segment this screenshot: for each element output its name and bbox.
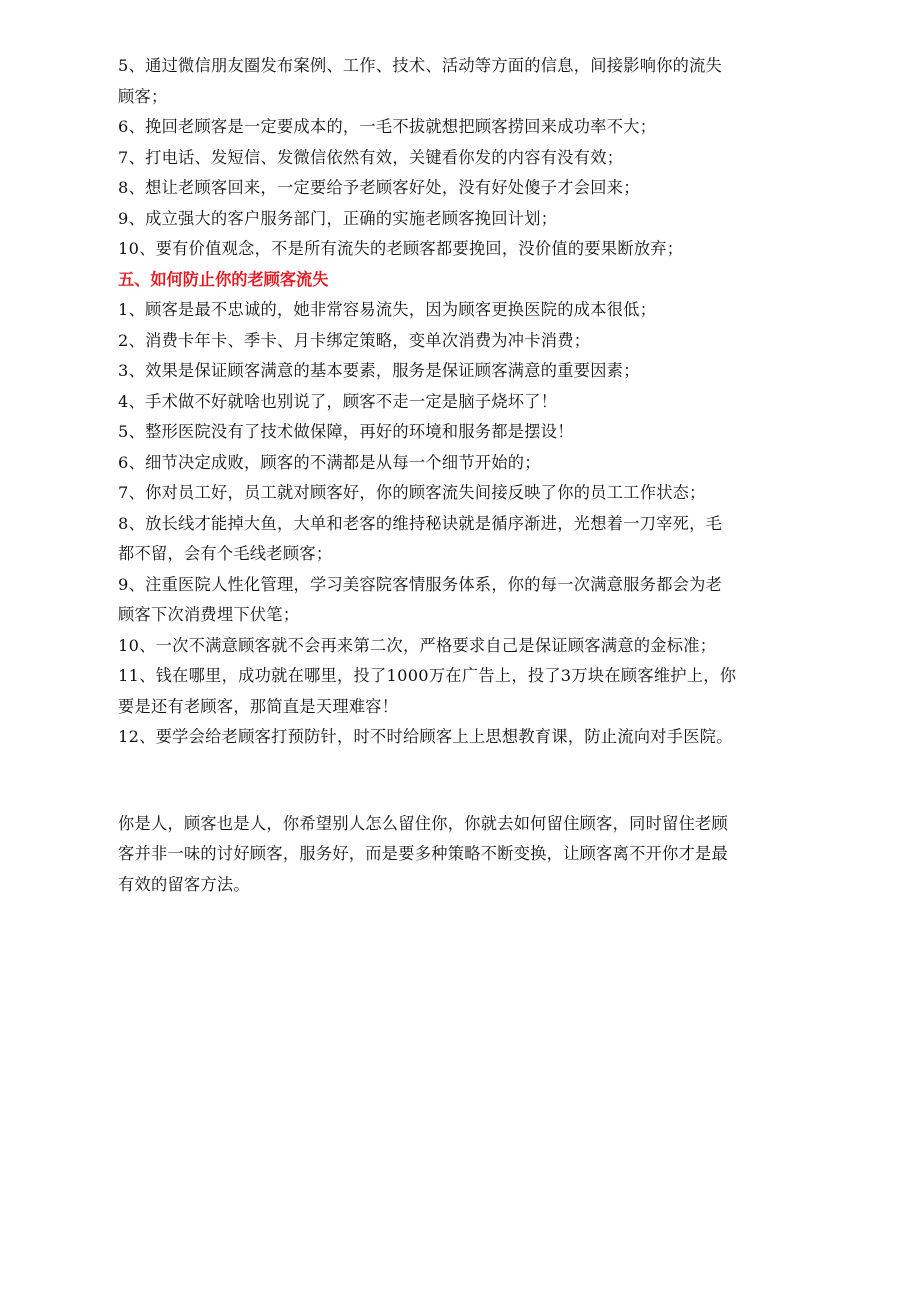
list-item	[118, 295, 808, 326]
list-item-line: 8、想让老顾客回来，一定要给予老顾客好处，没有好处傻子才会回来；	[118, 178, 640, 197]
list-item	[118, 570, 808, 631]
document-page	[118, 51, 808, 900]
list-item	[118, 173, 808, 204]
list-item	[118, 478, 808, 509]
list-item-line: 12、要学会给老顾客打预防针，时不时给顾客上上思想教育课，防止流向对手医院。	[118, 727, 733, 746]
list-item	[118, 234, 808, 265]
list-item-line: 9、成立强大的客户服务部门，正确的实施老顾客挽回计划；	[118, 208, 558, 228]
closing-line: 你是人，顾客也是人，你希望别人怎么留住你，你就去如何留住顾客，同时留住老顾	[118, 813, 729, 833]
list-item-line: 5、通过微信朋友圈发布案例、工作、技术、活动等方面的信息，间接影响你的流失	[118, 56, 723, 75]
list-item-line: 顾客；	[118, 86, 168, 106]
closing-line: 客并非一味的讨好顾客，服务好，而是要多种策略不断变换，让顾客离不开你才是最	[118, 844, 729, 863]
closing-paragraph	[118, 809, 808, 901]
list-item-line: 2、消费卡年卡、季卡、月卡绑定策略，变单次消费为冲卡消费；	[118, 330, 591, 350]
list-item-line: 3、效果是保证顾客满意的基本要素，服务是保证顾客满意的重要因素；	[118, 361, 640, 380]
list-item-line: 1、顾客是最不忠诚的，她非常容易流失，因为顾客更换医院的成本很低；	[118, 300, 657, 319]
list-item-line: 4、手术做不好就啥也别说了，顾客不走一定是脑子烧坏了！	[118, 391, 558, 411]
list-item-line: 顾客下次消费埋下伏笔；	[118, 605, 300, 624]
section5-list	[118, 295, 808, 753]
list-item	[118, 51, 808, 112]
list-item-line: 7、打电话、发短信、发微信依然有效，关键看你发的内容有没有效；	[118, 147, 624, 167]
list-item-line: 6、挽回老顾客是一定要成本的，一毛不拔就想把顾客捞回来成功率不大；	[118, 117, 657, 136]
closing-line: 有效的留客方法。	[118, 874, 250, 894]
list-item	[118, 661, 808, 722]
list-item-line: 要是还有老顾客，那简直是天理难容！	[118, 696, 399, 716]
list-item-line: 11、钱在哪里，成功就在哪里，投了1000万在广告上，投了3万块在顾客维护上，你	[118, 666, 737, 685]
list-item	[118, 204, 808, 235]
list-item-line: 10、一次不满意顾客就不会再来第二次，严格要求自己是保证顾客满意的金标准；	[118, 635, 717, 655]
list-item-line: 5、整形医院没有了技术做保障，再好的环境和服务都是摆设！	[118, 422, 574, 441]
list-item	[118, 509, 808, 570]
list-item-line: 10、要有价值观念，不是所有流失的老顾客都要挽回，没价值的要果断放弃；	[118, 239, 684, 258]
section4-list	[118, 51, 808, 265]
list-item	[118, 387, 808, 418]
list-item-line: 7、你对员工好，员工就对顾客好，你的顾客流失间接反映了你的员工工作状态；	[118, 483, 706, 502]
list-item	[118, 631, 808, 662]
list-item-line: 8、放长线才能掉大鱼，大单和老客的维持秘诀就是循序渐进，光想着一刀宰死，毛	[118, 513, 723, 533]
list-item	[118, 356, 808, 387]
list-item-line: 9、注重医院人性化管理，学习美容院客情服务体系，你的每一次满意服务都会为老	[118, 574, 723, 594]
list-item	[118, 326, 808, 357]
list-item	[118, 143, 808, 174]
section5-heading: 五、如何防止你的老顾客流失	[118, 269, 329, 289]
list-item-line: 都不留，会有个毛线老顾客；	[118, 544, 333, 563]
list-item-line: 6、细节决定成败，顾客的不满都是从每一个细节开始的；	[118, 452, 541, 472]
list-item	[118, 417, 808, 448]
paragraph-spacer	[118, 753, 808, 809]
list-item	[118, 448, 808, 479]
list-item	[118, 722, 808, 753]
list-item	[118, 112, 808, 143]
